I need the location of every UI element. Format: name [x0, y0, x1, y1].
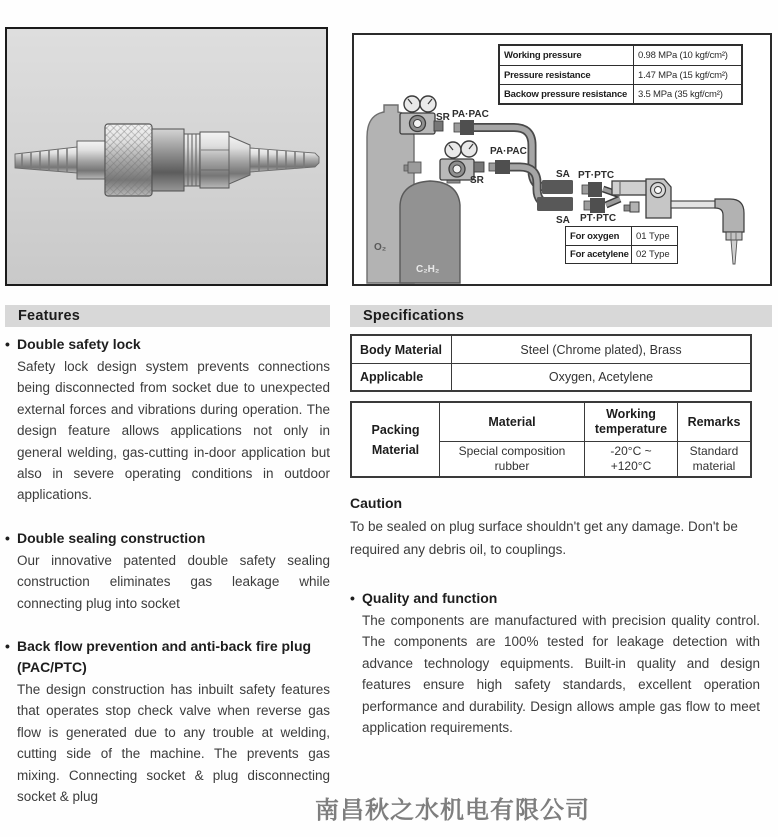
label-pt-ptc-2: PT·PTC — [580, 213, 617, 224]
feature-body: Safety lock design system prevents connections being disconnected from socket due to unexpected external forces and vibrations during operation. The design feature allows applications not only in general welding, gas-cutting in-door application but also in severe operating conditions in outdoor applications. — [17, 359, 330, 503]
product-photo — [5, 27, 328, 286]
knurled-ring — [184, 134, 200, 186]
label-pa-pac-2: PA·PAC — [490, 146, 527, 157]
type-table — [565, 226, 678, 264]
packing-value: Standard material — [689, 444, 739, 473]
pa-pac-plug-1 — [454, 120, 474, 135]
pa-pac-plug-2 — [489, 160, 510, 174]
material-row-value: Steel (Chrome plated), Brass — [520, 342, 682, 357]
right-hose-barb — [250, 148, 319, 172]
specifications-header: Specifications — [350, 305, 772, 327]
packing-value-row — [440, 441, 750, 476]
material-row-label: Body Material — [352, 336, 452, 363]
pt-ptc-plug-2 — [584, 198, 605, 213]
label-pt-ptc-1: PT·PTC — [578, 170, 615, 181]
table-row — [566, 227, 677, 245]
sa-socket-2 — [537, 197, 573, 211]
hex-nut — [200, 132, 229, 188]
packing-header: Working temperature — [585, 403, 678, 441]
socket-body — [152, 129, 184, 191]
packing-header: Remarks — [687, 414, 741, 429]
left-hose-barb — [15, 147, 77, 173]
label-sr-1: SR — [436, 112, 450, 123]
sa-socket-1 — [542, 180, 573, 194]
label-pa-pac-1: PA·PAC — [452, 109, 489, 120]
left-collar — [77, 141, 105, 179]
feature-heading: • Double sealing construction — [5, 528, 330, 549]
feature-body: Our innovative patented double safety sealing construction eliminates gas leakage while connecting plug into socket — [17, 552, 330, 611]
quality-heading: • Quality and function — [350, 588, 772, 609]
packing-corner-label: Packing Material — [352, 403, 440, 476]
table-row — [500, 84, 741, 103]
coupling-illustration — [7, 29, 326, 284]
features-section — [5, 305, 330, 808]
type-row-value: 02 Type — [636, 249, 670, 260]
tapered-neck — [229, 136, 250, 184]
packing-header-row — [440, 403, 750, 441]
label-sa-2: SA — [556, 215, 570, 226]
feature-item — [5, 334, 330, 506]
feature-item — [5, 528, 330, 614]
feature-heading: • Double safety lock — [5, 334, 330, 355]
feature-heading: • Back flow prevention and anti-back fire plug (PAC/PTC) — [5, 636, 330, 678]
pressure-row-label: Backow pressure resistance — [500, 85, 634, 103]
packing-header: Material — [440, 403, 585, 441]
packing-table — [350, 401, 752, 478]
feature-body: The design construction has inbuilt safety features that operates stop check valve when reverse gas flow is generated due to any trouble at welding, cutting side of the machine. The prevents gas mixing. Connecting socket & plug disconnecting socket & plug — [17, 682, 330, 805]
table-row — [566, 245, 677, 263]
quality-body: The components are manufactured with precision quality control. The components are 100% tested for leakage detection with advance technology equipments. Built-in quality and design features ensure high safety standards, excellent operation performance and durability. Design allows ample gas flow to meet application requirements. — [362, 613, 760, 736]
pressure-row-value: 1.47 MPa (15 kgf/cm²) — [638, 69, 728, 81]
pressure-row-value: 3.5 MPa (35 kgf/cm²) — [638, 88, 723, 100]
pressure-table — [498, 44, 743, 105]
caution-body: To be sealed on plug surface shouldn't get any damage. Don't be required any debris oil, to couplings. — [350, 519, 738, 557]
caution-heading: Caution — [350, 495, 403, 511]
table-row — [500, 46, 741, 65]
type-row-label: For acetylene — [566, 246, 632, 263]
pt-ptc-plug-1 — [582, 182, 602, 197]
pressure-row-label: Working pressure — [500, 46, 634, 65]
label-c2h2: C₂H₂ — [416, 264, 440, 275]
label-o2: O₂ — [374, 242, 387, 253]
type-row-value: 01 Type — [636, 230, 670, 242]
label-sa-1: SA — [556, 169, 570, 180]
material-table — [350, 334, 752, 392]
quality-item — [350, 588, 772, 738]
pressure-row-label: Pressure resistance — [500, 66, 634, 84]
pressure-row-value: 0.98 MPa (10 kgf/cm²) — [638, 50, 728, 61]
material-row-label: Applicable — [352, 364, 452, 390]
packing-value: Special composition rubber — [440, 442, 585, 476]
label-sr-2: SR — [470, 175, 484, 186]
material-row-value: Oxygen, Acetylene — [548, 370, 654, 384]
features-header: Features — [5, 305, 330, 327]
specifications-section — [350, 305, 772, 738]
packing-value: -20°C ~ +120°C — [585, 442, 678, 476]
type-row-label: For oxygen — [566, 227, 632, 245]
table-row — [352, 363, 750, 390]
knurled-sleeve — [105, 124, 152, 196]
feature-item — [5, 636, 330, 807]
application-diagram — [352, 33, 772, 286]
table-row — [500, 65, 741, 84]
table-row — [352, 336, 750, 363]
company-watermark: 南昌秋之水机电有限公司 — [315, 796, 590, 824]
